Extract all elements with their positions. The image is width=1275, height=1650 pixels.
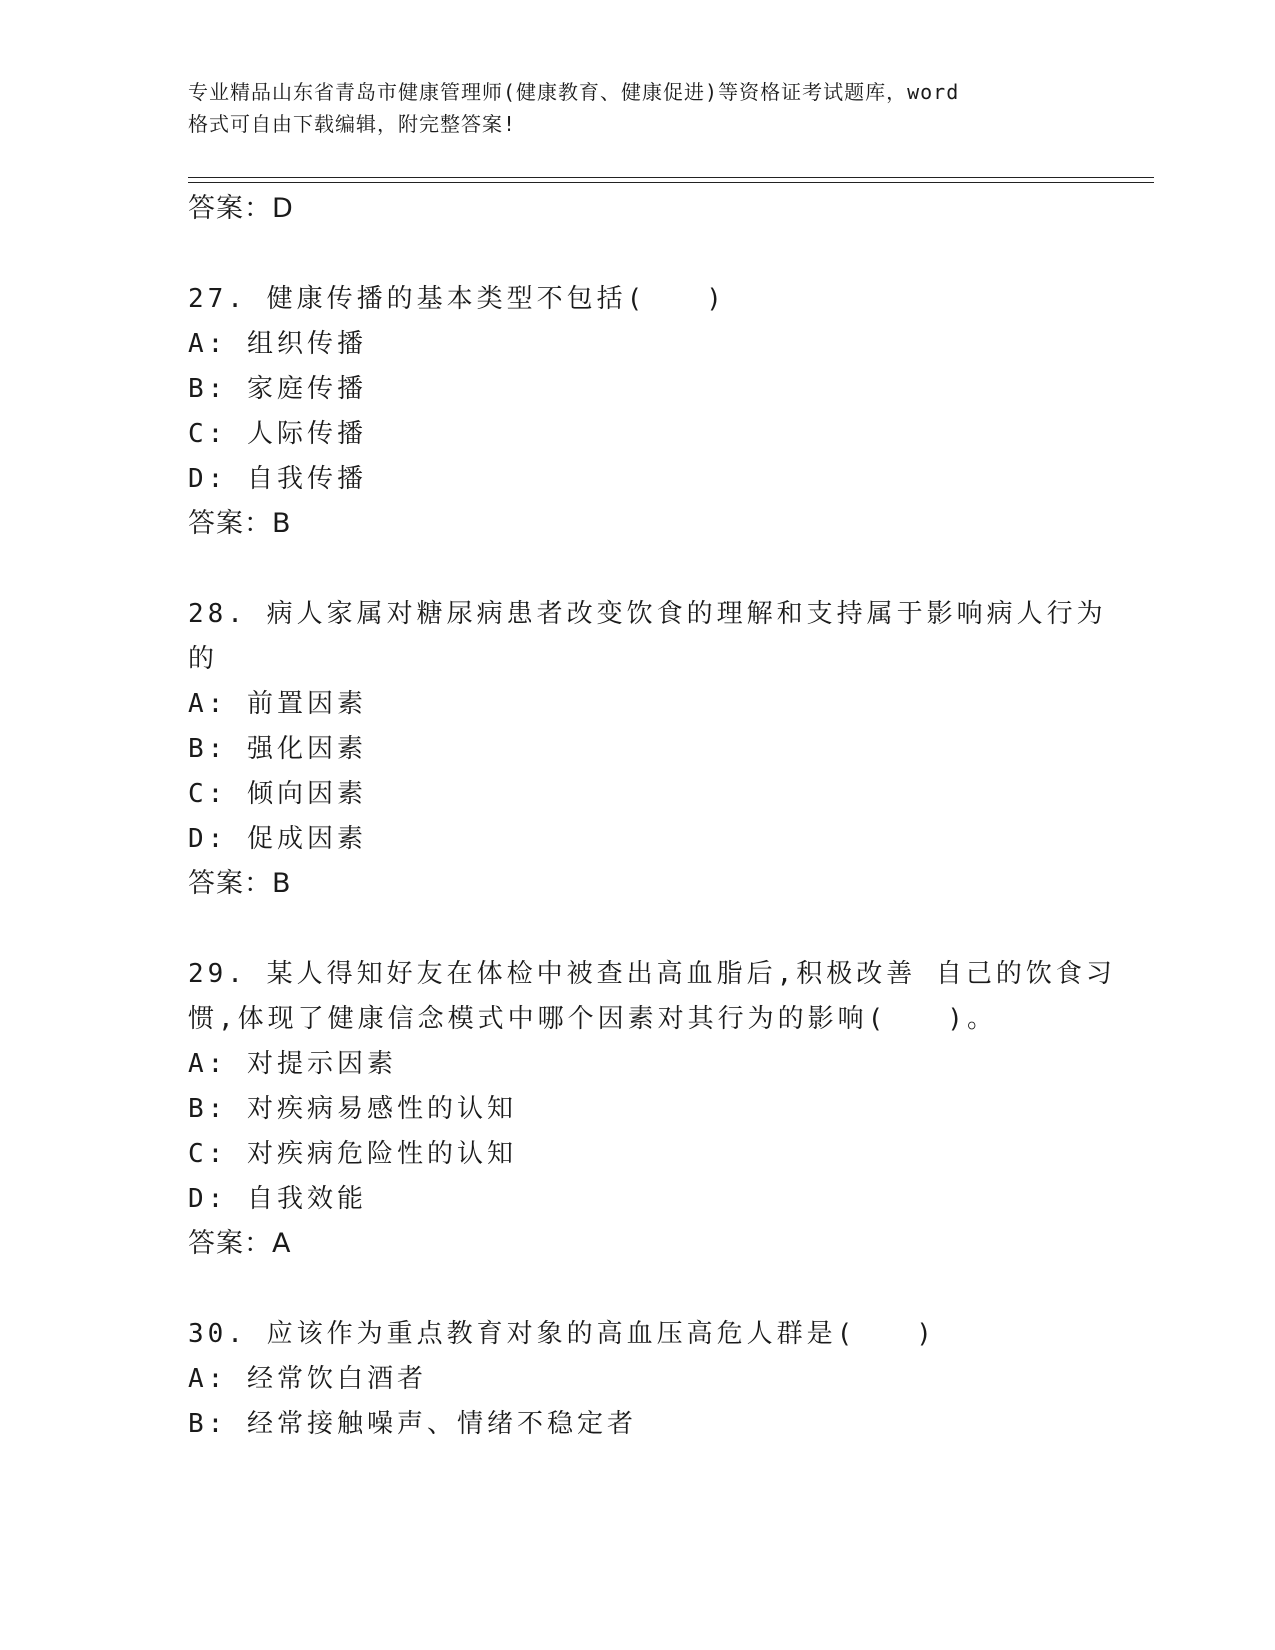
question-29-option-a: A: 对提示因素 bbox=[188, 1049, 397, 1079]
header-line-2: 格式可自由下载编辑，附完整答案! bbox=[188, 112, 517, 136]
question-30-stem: 30. 应该作为重点教育对象的高血压高危人群是( ) bbox=[188, 1319, 936, 1349]
question-28-stem-line-1: 28. 病人家属对糖尿病患者改变饮食的理解和支持属于影响病人行为 bbox=[188, 599, 1107, 629]
question-29-stem-line-1: 29. 某人得知好友在体检中被查出高血脂后,积极改善 自己的饮食习 bbox=[188, 959, 1116, 989]
question-28-option-c: C: 倾向因素 bbox=[188, 779, 367, 809]
page-header bbox=[188, 76, 1088, 140]
question-27-stem: 27. 健康传播的基本类型不包括( ) bbox=[188, 284, 726, 314]
question-27-option-d: D: 自我传播 bbox=[188, 464, 367, 494]
question-29-option-d: D: 自我效能 bbox=[188, 1184, 367, 1214]
header-line-1: 专业精品山东省青岛市健康管理师(健康教育、健康促进)等资格证考试题库，word bbox=[188, 80, 960, 104]
question-29-option-c: C: 对疾病危险性的认知 bbox=[188, 1139, 517, 1169]
question-27-option-b: B: 家庭传播 bbox=[188, 374, 367, 404]
question-29-stem-line-2: 惯,体现了健康信念模式中哪个因素对其行为的影响( )。 bbox=[188, 1004, 997, 1034]
question-29-answer: 答案：A bbox=[188, 1228, 292, 1259]
header-divider-bottom bbox=[188, 182, 1154, 183]
question-30-option-a: A: 经常饮白酒者 bbox=[188, 1364, 427, 1394]
question-28-option-b: B: 强化因素 bbox=[188, 734, 367, 764]
question-28-stem-line-2: 的 bbox=[188, 644, 219, 674]
header-divider-top bbox=[188, 177, 1154, 178]
question-28-answer: 答案：B bbox=[188, 868, 292, 899]
question-27-option-a: A: 组织传播 bbox=[188, 329, 367, 359]
question-28-option-a: A: 前置因素 bbox=[188, 689, 367, 719]
question-27-answer: 答案：B bbox=[188, 508, 292, 539]
previous-answer: 答案：D bbox=[188, 193, 294, 224]
question-27-option-c: C: 人际传播 bbox=[188, 419, 367, 449]
question-29-option-b: B: 对疾病易感性的认知 bbox=[188, 1094, 517, 1124]
question-28-option-d: D: 促成因素 bbox=[188, 824, 367, 854]
question-30-option-b: B: 经常接触噪声、情绪不稳定者 bbox=[188, 1409, 637, 1439]
